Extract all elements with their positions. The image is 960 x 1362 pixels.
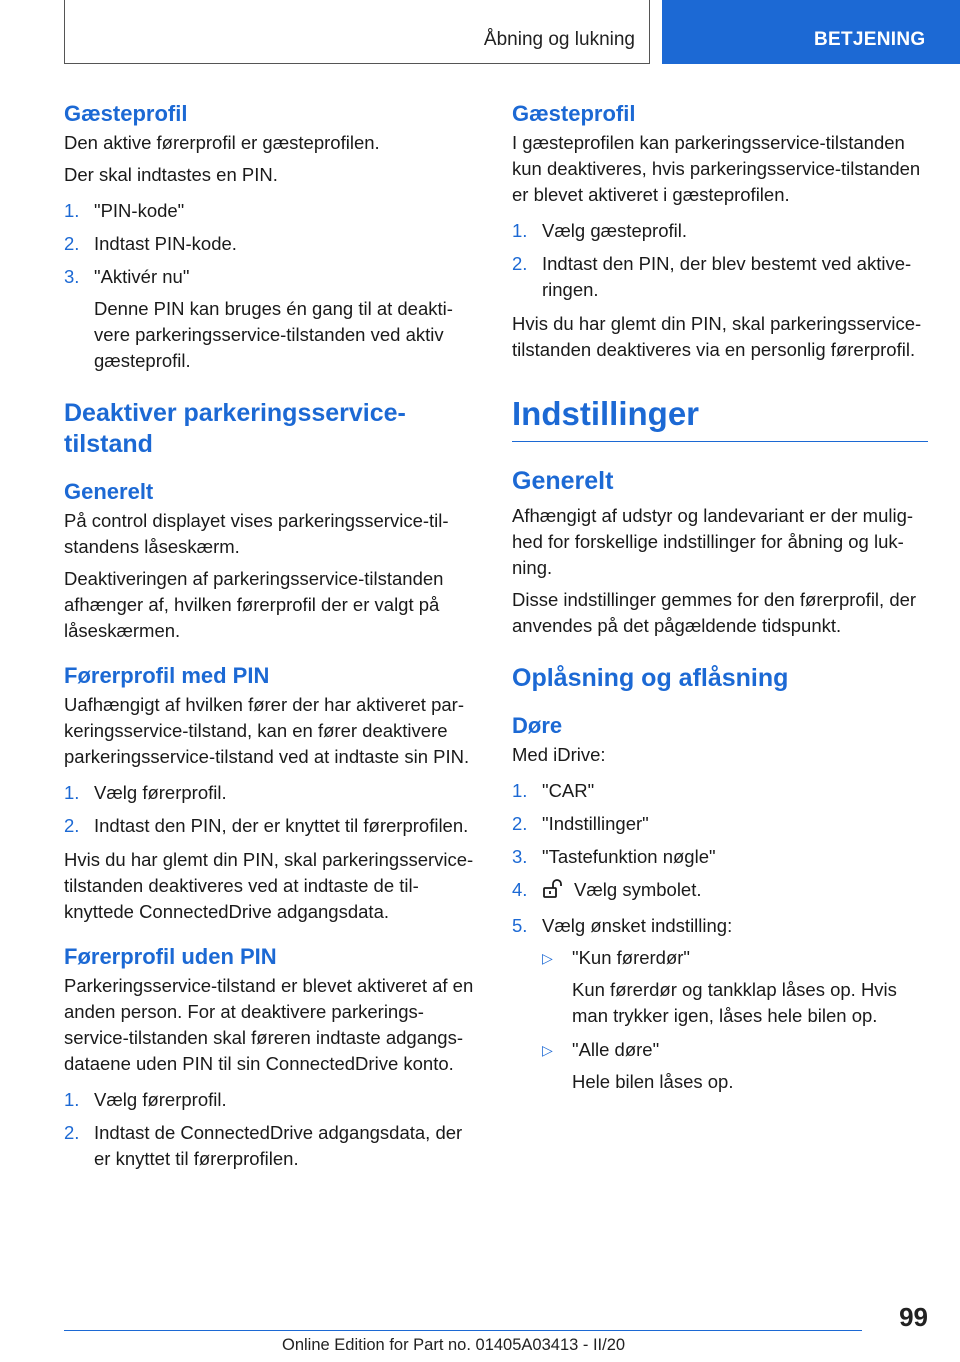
header-chapter-tab [662, 0, 960, 64]
step-note: Denne PIN kan bruges én gang til at deaktivere parkeringsservice-tilstanden ved aktiv gæsteprofil. [94, 298, 453, 371]
list-item [512, 251, 928, 303]
footer-edition-text: Online Edition for Part no. 01405A03413 - II/20 [282, 1336, 626, 1354]
list-item [64, 1120, 478, 1172]
list-item [64, 780, 478, 806]
paragraph: Med iDrive: [512, 744, 606, 765]
step-number: 2. [64, 1122, 80, 1143]
step-number: 4. [512, 879, 528, 900]
step-text: Indtast de ConnectedDrive adgangsdata, der er knyttet til førerprofilen. [94, 1122, 463, 1169]
step-text: "Aktivér nu" [94, 266, 190, 287]
paragraph: Disse indstillinger gemmes for den førerprofil, der anvendes på det pågældende tidspunkt. [512, 589, 917, 636]
step-text: Vælg ønsket indstilling: [542, 915, 733, 936]
list-item [512, 913, 928, 1095]
list-item [64, 198, 478, 224]
right-column [512, 100, 928, 1103]
step-text: "PIN-kode" [94, 200, 185, 221]
unlocked-padlock-icon [542, 879, 564, 906]
triangle-bullet-icon: ▷ [542, 1042, 553, 1058]
step-number: 3. [64, 266, 80, 287]
section-title: Åbning og lukning [483, 29, 635, 50]
triangle-bullet-icon: ▷ [542, 950, 553, 966]
paragraph: Deaktiveringen af parkeringsservice-tilstanden afhænger af, hvilken førerprofil der er valgt på låseskærmen. [64, 568, 444, 641]
list-item [512, 877, 928, 906]
paragraph: I gæsteprofilen kan parkeringsservice-tilstanden kun deaktiveres, hvis parkeringsservice-tilstanden er blevet aktiveret i gæsteprofilen. [512, 132, 921, 205]
step-number: 2. [512, 813, 528, 834]
step-number: 1. [64, 782, 80, 803]
list-item [542, 945, 928, 1029]
paragraph: På control displayet vises parkeringsservice-tilstandens låseskærm. [64, 510, 449, 557]
footer-divider [64, 1330, 862, 1331]
paragraph: Hvis du har glemt din PIN, skal parkeringsservice-tilstanden deaktiveres ved at indtaste de tilknyttede ConnectedDrive adgangsdata. [64, 849, 474, 922]
list-item [64, 813, 478, 839]
option-title: "Alle døre" [572, 1039, 660, 1060]
guest-steps-list [512, 218, 928, 303]
step-text: Vælg førerprofil. [94, 1089, 227, 1110]
step-text: Vælg gæsteprofil. [542, 220, 687, 241]
heading-unlocking-locking: Oplåsning og aflåsning [512, 664, 789, 692]
heading-settings: Indstillinger [512, 395, 928, 442]
step-number: 1. [512, 220, 528, 241]
step-text: Indtast den PIN, der blev bestemt ved aktiveringen. [542, 253, 912, 300]
heading-driver-profile-with-pin: Førerprofil med PIN [64, 663, 270, 688]
option-description: Kun førerdør og tankklap låses op. Hvis man trykker igen, låses hele bilen op. [572, 979, 897, 1026]
list-item [512, 811, 928, 837]
option-description: Hele bilen låses op. [572, 1071, 734, 1092]
doors-steps-list [512, 778, 928, 1095]
without-pin-steps-list [64, 1087, 478, 1172]
heading-guest-profile: Gæsteprofil [64, 101, 188, 126]
guest-steps-list [64, 198, 478, 374]
step-number: 1. [64, 1089, 80, 1110]
step-number: 1. [512, 780, 528, 801]
step-text: Indtast PIN-kode. [94, 233, 237, 254]
paragraph: Parkeringsservice-tilstand er blevet aktiveret af en anden person. For at deaktivere parkeringsservice-tilstanden skal føreren indtaste adgangsdataene uden PIN til sin ConnectedDrive konto. [64, 975, 474, 1074]
heading-general: Generelt [64, 479, 154, 504]
option-title: "Kun førerdør" [572, 947, 690, 968]
chapter-title: BETJENING [814, 29, 926, 50]
options-list [542, 945, 928, 1095]
step-text: "Tastefunktion nøgle" [542, 846, 716, 867]
with-pin-steps-list [64, 780, 478, 839]
heading-guest-profile: Gæsteprofil [512, 101, 636, 126]
list-item [64, 231, 478, 257]
page-number: 99 [899, 1302, 928, 1332]
paragraph: Den aktive førerprofil er gæsteprofilen. [64, 132, 380, 153]
heading-deactivate-parking-service: Deaktiver parkeringsservice-tilstand [64, 399, 406, 458]
step-text: Vælg førerprofil. [94, 782, 227, 803]
step-number: 2. [64, 815, 80, 836]
left-column [64, 100, 478, 1180]
step-text: "Indstillinger" [542, 813, 649, 834]
list-item [64, 1087, 478, 1113]
list-item [512, 778, 928, 804]
step-number: 5. [512, 915, 528, 936]
step-text: Indtast den PIN, der er knyttet til førerprofilen. [94, 815, 469, 836]
paragraph: Afhængigt af udstyr og landevariant er der mulighed for forskellige indstillinger for åbning og lukning. [512, 505, 914, 578]
step-number: 2. [512, 253, 528, 274]
step-number: 3. [512, 846, 528, 867]
header-section-box [64, 0, 650, 64]
step-number: 1. [64, 200, 80, 221]
paragraph: Uafhængigt af hvilken fører der har aktiveret parkeringsservice-tilstand, kan en fører deaktivere parkeringsservice-tilstand ved at indtaste sin PIN. [64, 694, 470, 767]
step-text: "CAR" [542, 780, 595, 801]
list-item [64, 264, 478, 374]
step-number: 2. [64, 233, 80, 254]
list-item [542, 1037, 928, 1095]
list-item [512, 218, 928, 244]
paragraph: Der skal indtastes en PIN. [64, 164, 278, 185]
heading-driver-profile-without-pin: Førerprofil uden PIN [64, 944, 277, 969]
paragraph: Hvis du har glemt din PIN, skal parkeringsservice-tilstanden deaktiveres via en personlig førerprofil. [512, 313, 922, 360]
step-text: Vælg symbolet. [574, 879, 702, 900]
list-item [512, 844, 928, 870]
heading-doors: Døre [512, 713, 563, 738]
heading-general: Generelt [512, 467, 614, 495]
